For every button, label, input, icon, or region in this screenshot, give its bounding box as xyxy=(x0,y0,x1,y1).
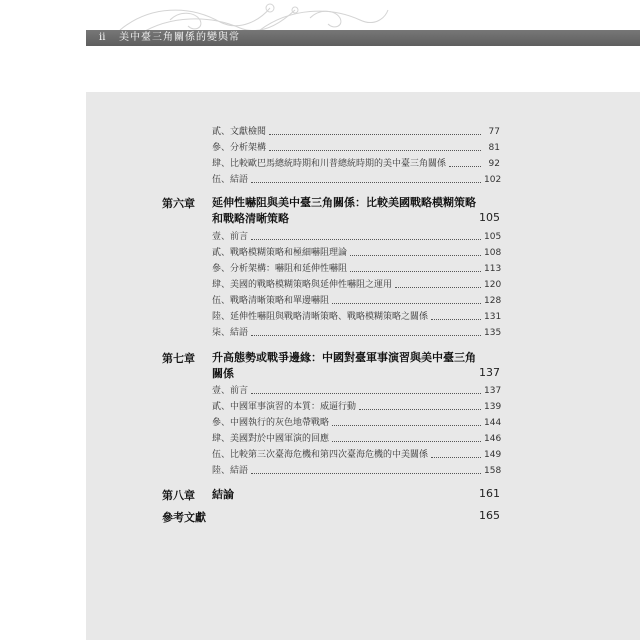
dot-leader xyxy=(395,287,481,288)
toc-section-entry[interactable] xyxy=(212,399,500,413)
dot-leader xyxy=(449,166,481,167)
section-page-number: 92 xyxy=(488,159,500,169)
section-page-number: 102 xyxy=(484,175,502,185)
chapter-number: 第六章 xyxy=(162,197,195,210)
toc-section-entry[interactable] xyxy=(212,229,500,243)
section-title: 肆、美國的戰略模糊策略與延伸性嚇阻之運用 xyxy=(212,280,393,290)
dot-leader xyxy=(251,239,481,240)
toc-section-entry[interactable] xyxy=(212,463,500,477)
toc-page xyxy=(86,92,640,640)
page-number: ii xyxy=(99,32,106,43)
chapter-title: 結論 xyxy=(212,488,234,501)
section-title: 伍、比較第三次臺海危機和第四次臺海危機的中美關係 xyxy=(212,450,429,460)
section-page-number: 149 xyxy=(484,450,502,460)
toc-section-entry[interactable] xyxy=(212,261,500,275)
dot-leader xyxy=(251,393,481,394)
section-title: 陸、結語 xyxy=(212,466,249,476)
section-page-number: 81 xyxy=(488,143,500,153)
dot-leader xyxy=(332,303,481,304)
toc-section-entry[interactable] xyxy=(212,156,500,170)
chapter-number: 第八章 xyxy=(162,489,195,502)
dot-leader xyxy=(251,182,481,183)
toc-section-entry[interactable] xyxy=(212,309,500,323)
toc-section-entry[interactable] xyxy=(212,447,500,461)
section-page-number: 131 xyxy=(484,312,502,322)
book-title: 美中臺三角關係的變與常 xyxy=(119,32,240,43)
chapter-page-number: 105 xyxy=(479,211,500,224)
section-title: 肆、美國對於中國軍演的回應 xyxy=(212,434,330,444)
chapter-number: 第七章 xyxy=(162,352,195,365)
section-title: 參、分析架構 xyxy=(212,143,267,153)
dot-leader xyxy=(251,473,481,474)
section-title: 貳、戰略模糊策略和極細嚇阻理論 xyxy=(212,248,348,258)
toc-section-entry[interactable] xyxy=(212,124,500,138)
toc-section-entry[interactable] xyxy=(212,431,500,445)
page-header xyxy=(0,0,640,92)
section-title: 貳、中國軍事演習的本質：威逼行動 xyxy=(212,402,357,412)
dot-leader xyxy=(431,319,481,320)
toc-section-entry[interactable] xyxy=(212,172,500,186)
references-title: 參考文獻 xyxy=(162,511,206,524)
toc-section-entry[interactable] xyxy=(212,245,500,259)
section-page-number: 113 xyxy=(484,264,502,274)
dot-leader xyxy=(350,271,481,272)
section-title: 伍、戰略清晰策略和單邊嚇阻 xyxy=(212,296,330,306)
section-page-number: 105 xyxy=(484,232,502,242)
section-title: 肆、比較歐巴馬總統時期和川普總統時期的美中臺三角關係 xyxy=(212,159,447,169)
chapter-page-number: 161 xyxy=(479,487,500,500)
section-page-number: 77 xyxy=(488,127,500,137)
section-title: 柒、結語 xyxy=(212,328,249,338)
section-page-number: 144 xyxy=(484,418,502,428)
chapter-page-number: 137 xyxy=(479,366,500,379)
section-page-number: 158 xyxy=(484,466,502,476)
toc-section-entry[interactable] xyxy=(212,383,500,397)
dot-leader xyxy=(251,335,481,336)
section-page-number: 128 xyxy=(484,296,502,306)
section-page-number: 108 xyxy=(484,248,502,258)
chapter-title: 延伸性嚇阻與美中臺三角關係：比較美國戰略模糊策略和戰略清晰策略 xyxy=(212,196,476,225)
references-page-number: 165 xyxy=(479,509,500,522)
toc-section-entry[interactable] xyxy=(212,277,500,291)
section-title: 壹、前言 xyxy=(212,386,249,396)
toc-section-entry[interactable] xyxy=(212,293,500,307)
section-title: 伍、結語 xyxy=(212,175,249,185)
running-header-bar xyxy=(86,30,640,46)
dot-leader xyxy=(332,425,481,426)
section-title: 陸、延伸性嚇阻與戰略清晰策略、戰略模糊策略之關係 xyxy=(212,312,429,322)
dot-leader xyxy=(359,409,481,410)
toc-section-entry[interactable] xyxy=(212,325,500,339)
toc-section-entry[interactable] xyxy=(212,140,500,154)
section-page-number: 139 xyxy=(484,402,502,412)
section-title: 參、分析架構：嚇阻和延伸性嚇阻 xyxy=(212,264,348,274)
dot-leader xyxy=(431,457,481,458)
chapter-title: 升高態勢或戰爭邊緣：中國對臺軍事演習與美中臺三角關係 xyxy=(212,351,476,380)
dot-leader xyxy=(350,255,481,256)
dot-leader xyxy=(269,150,481,151)
section-title: 參、中國執行的灰色地帶戰略 xyxy=(212,418,330,428)
dot-leader xyxy=(332,441,481,442)
toc-section-entry[interactable] xyxy=(212,415,500,429)
section-page-number: 135 xyxy=(484,328,502,338)
section-page-number: 137 xyxy=(484,386,502,396)
dot-leader xyxy=(269,134,481,135)
section-page-number: 120 xyxy=(484,280,502,290)
section-title: 貳、文獻檢閱 xyxy=(212,127,267,137)
section-title: 壹、前言 xyxy=(212,232,249,242)
section-page-number: 146 xyxy=(484,434,502,444)
